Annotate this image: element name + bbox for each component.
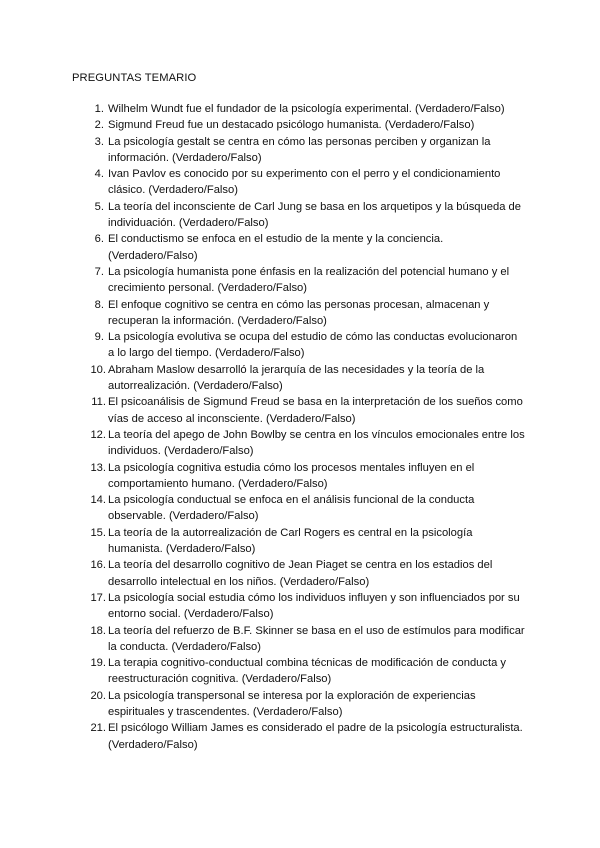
question-text: La psicología cognitiva estudia cómo los procesos mentales influyen en el comportamiento humano. (Verdadero/Falso) — [108, 461, 475, 490]
question-text: El psicólogo William James es considerado el padre de la psicología estructuralista. (Verdadero/Falso) — [108, 722, 523, 751]
question-text: La teoría del desarrollo cognitivo de Jean Piaget se centra en los estadios del desarrollo intelectual en los niños. (Verdadero/Falso) — [108, 559, 493, 588]
question-number: 13. — [90, 461, 106, 474]
question-number: 9. — [94, 331, 104, 344]
question-item — [0, 492, 526, 525]
document-title: PREGUNTAS TEMARIO — [72, 72, 197, 84]
question-text: La psicología evolutiva se ocupa del estudio de cómo las conductas evolucionaron a lo largo del tiempo. (Verdadero/Falso) — [108, 331, 518, 360]
question-list — [0, 101, 600, 753]
question-number: 11. — [91, 396, 106, 409]
question-number: 16. — [90, 559, 106, 572]
question-number: 14. — [90, 494, 106, 507]
question-number: 6. — [94, 233, 104, 246]
question-text: La psicología gestalt se centra en cómo las personas perciben y organizan la información. (Verdadero/Falso) — [108, 135, 491, 164]
question-text: La teoría de la autorrealización de Carl Rogers es central en la psicología humanista. (Verdadero/Falso) — [108, 526, 473, 556]
question-number: 18. — [90, 624, 106, 637]
question-item — [0, 525, 526, 558]
question-item — [0, 590, 526, 623]
question-item — [0, 557, 526, 590]
question-text: La psicología social estudia cómo los individuos influyen y son influenciados por su entorno social. (Verdadero/Falso) — [108, 591, 520, 621]
question-item — [0, 623, 526, 656]
question-text: La psicología humanista pone énfasis en la realización del potencial humano y el crecimiento personal. (Verdadero/Falso) — [108, 265, 510, 295]
question-item — [0, 688, 526, 721]
question-item — [0, 329, 526, 362]
question-text: Ivan Pavlov es conocido por su experimento con el perro y el condicionamiento clásico. (Verdadero/Falso) — [108, 168, 501, 197]
question-text: La terapia cognitivo-conductual combina técnicas de modificación de conducta y reestructuración cognitiva. (Verdadero/Falso) — [108, 657, 507, 686]
question-text: El enfoque cognitivo se centra en cómo las personas procesan, almacenan y recuperan la información. (Verdadero/Falso) — [108, 298, 490, 327]
question-text: La teoría del refuerzo de B.F. Skinner se basa en el uso de estímulos para modificar la conducta. (Verdadero/Falso) — [108, 624, 525, 653]
question-item — [0, 231, 526, 264]
question-number: 12. — [90, 428, 106, 441]
question-number: 3. — [94, 135, 104, 148]
question-number: 21. — [90, 722, 106, 735]
question-item — [0, 394, 526, 427]
question-item — [0, 460, 526, 493]
question-number: 19. — [90, 657, 106, 670]
question-number: 5. — [94, 200, 104, 213]
question-item — [0, 134, 526, 167]
question-text: El psicoanálisis de Sigmund Freud se basa en la interpretación de los sueños como vías de acceso al inconsciente. (Verdadero/Falso) — [108, 396, 523, 425]
question-item — [0, 720, 526, 753]
question-item — [0, 297, 526, 330]
question-number: 15. — [90, 526, 106, 539]
question-item — [0, 117, 526, 133]
question-number: 20. — [90, 689, 106, 702]
question-text: La psicología transpersonal se interesa por la exploración de experiencias espirituales y trascendentes. (Verdadero/Falso) — [108, 689, 476, 718]
question-number: 7. — [94, 265, 104, 278]
question-item — [0, 166, 526, 199]
question-item — [0, 264, 526, 297]
question-number: 17. — [90, 591, 106, 604]
question-item — [0, 655, 526, 688]
question-text: Abraham Maslow desarrolló la jerarquía de las necesidades y la teoría de la autorrealización. (Verdadero/Falso) — [108, 363, 485, 393]
question-text: Sigmund Freud fue un destacado psicólogo humanista. (Verdadero/Falso) — [108, 119, 475, 132]
question-item — [0, 427, 526, 460]
question-number: 8. — [94, 298, 104, 311]
question-item — [0, 362, 526, 395]
question-item — [0, 199, 526, 232]
question-text: Wilhelm Wundt fue el fundador de la psicología experimental. (Verdadero/Falso) — [108, 103, 505, 115]
question-number: 4. — [94, 168, 104, 181]
question-number: 1. — [94, 103, 104, 115]
question-text: La teoría del apego de John Bowlby se centra en los vínculos emocionales entre los individuos. (Verdadero/Falso) — [108, 428, 525, 458]
question-number: 10. — [90, 363, 106, 376]
question-number: 2. — [94, 119, 104, 132]
question-text: El conductismo se enfoca en el estudio de la mente y la conciencia. (Verdadero/Falso) — [108, 233, 444, 262]
question-item — [0, 101, 526, 117]
question-text: La psicología conductual se enfoca en el análisis funcional de la conducta observable. (Verdadero/Falso) — [108, 494, 475, 523]
question-text: La teoría del inconsciente de Carl Jung se basa en los arquetipos y la búsqueda de individuación. (Verdadero/Falso) — [108, 200, 521, 230]
